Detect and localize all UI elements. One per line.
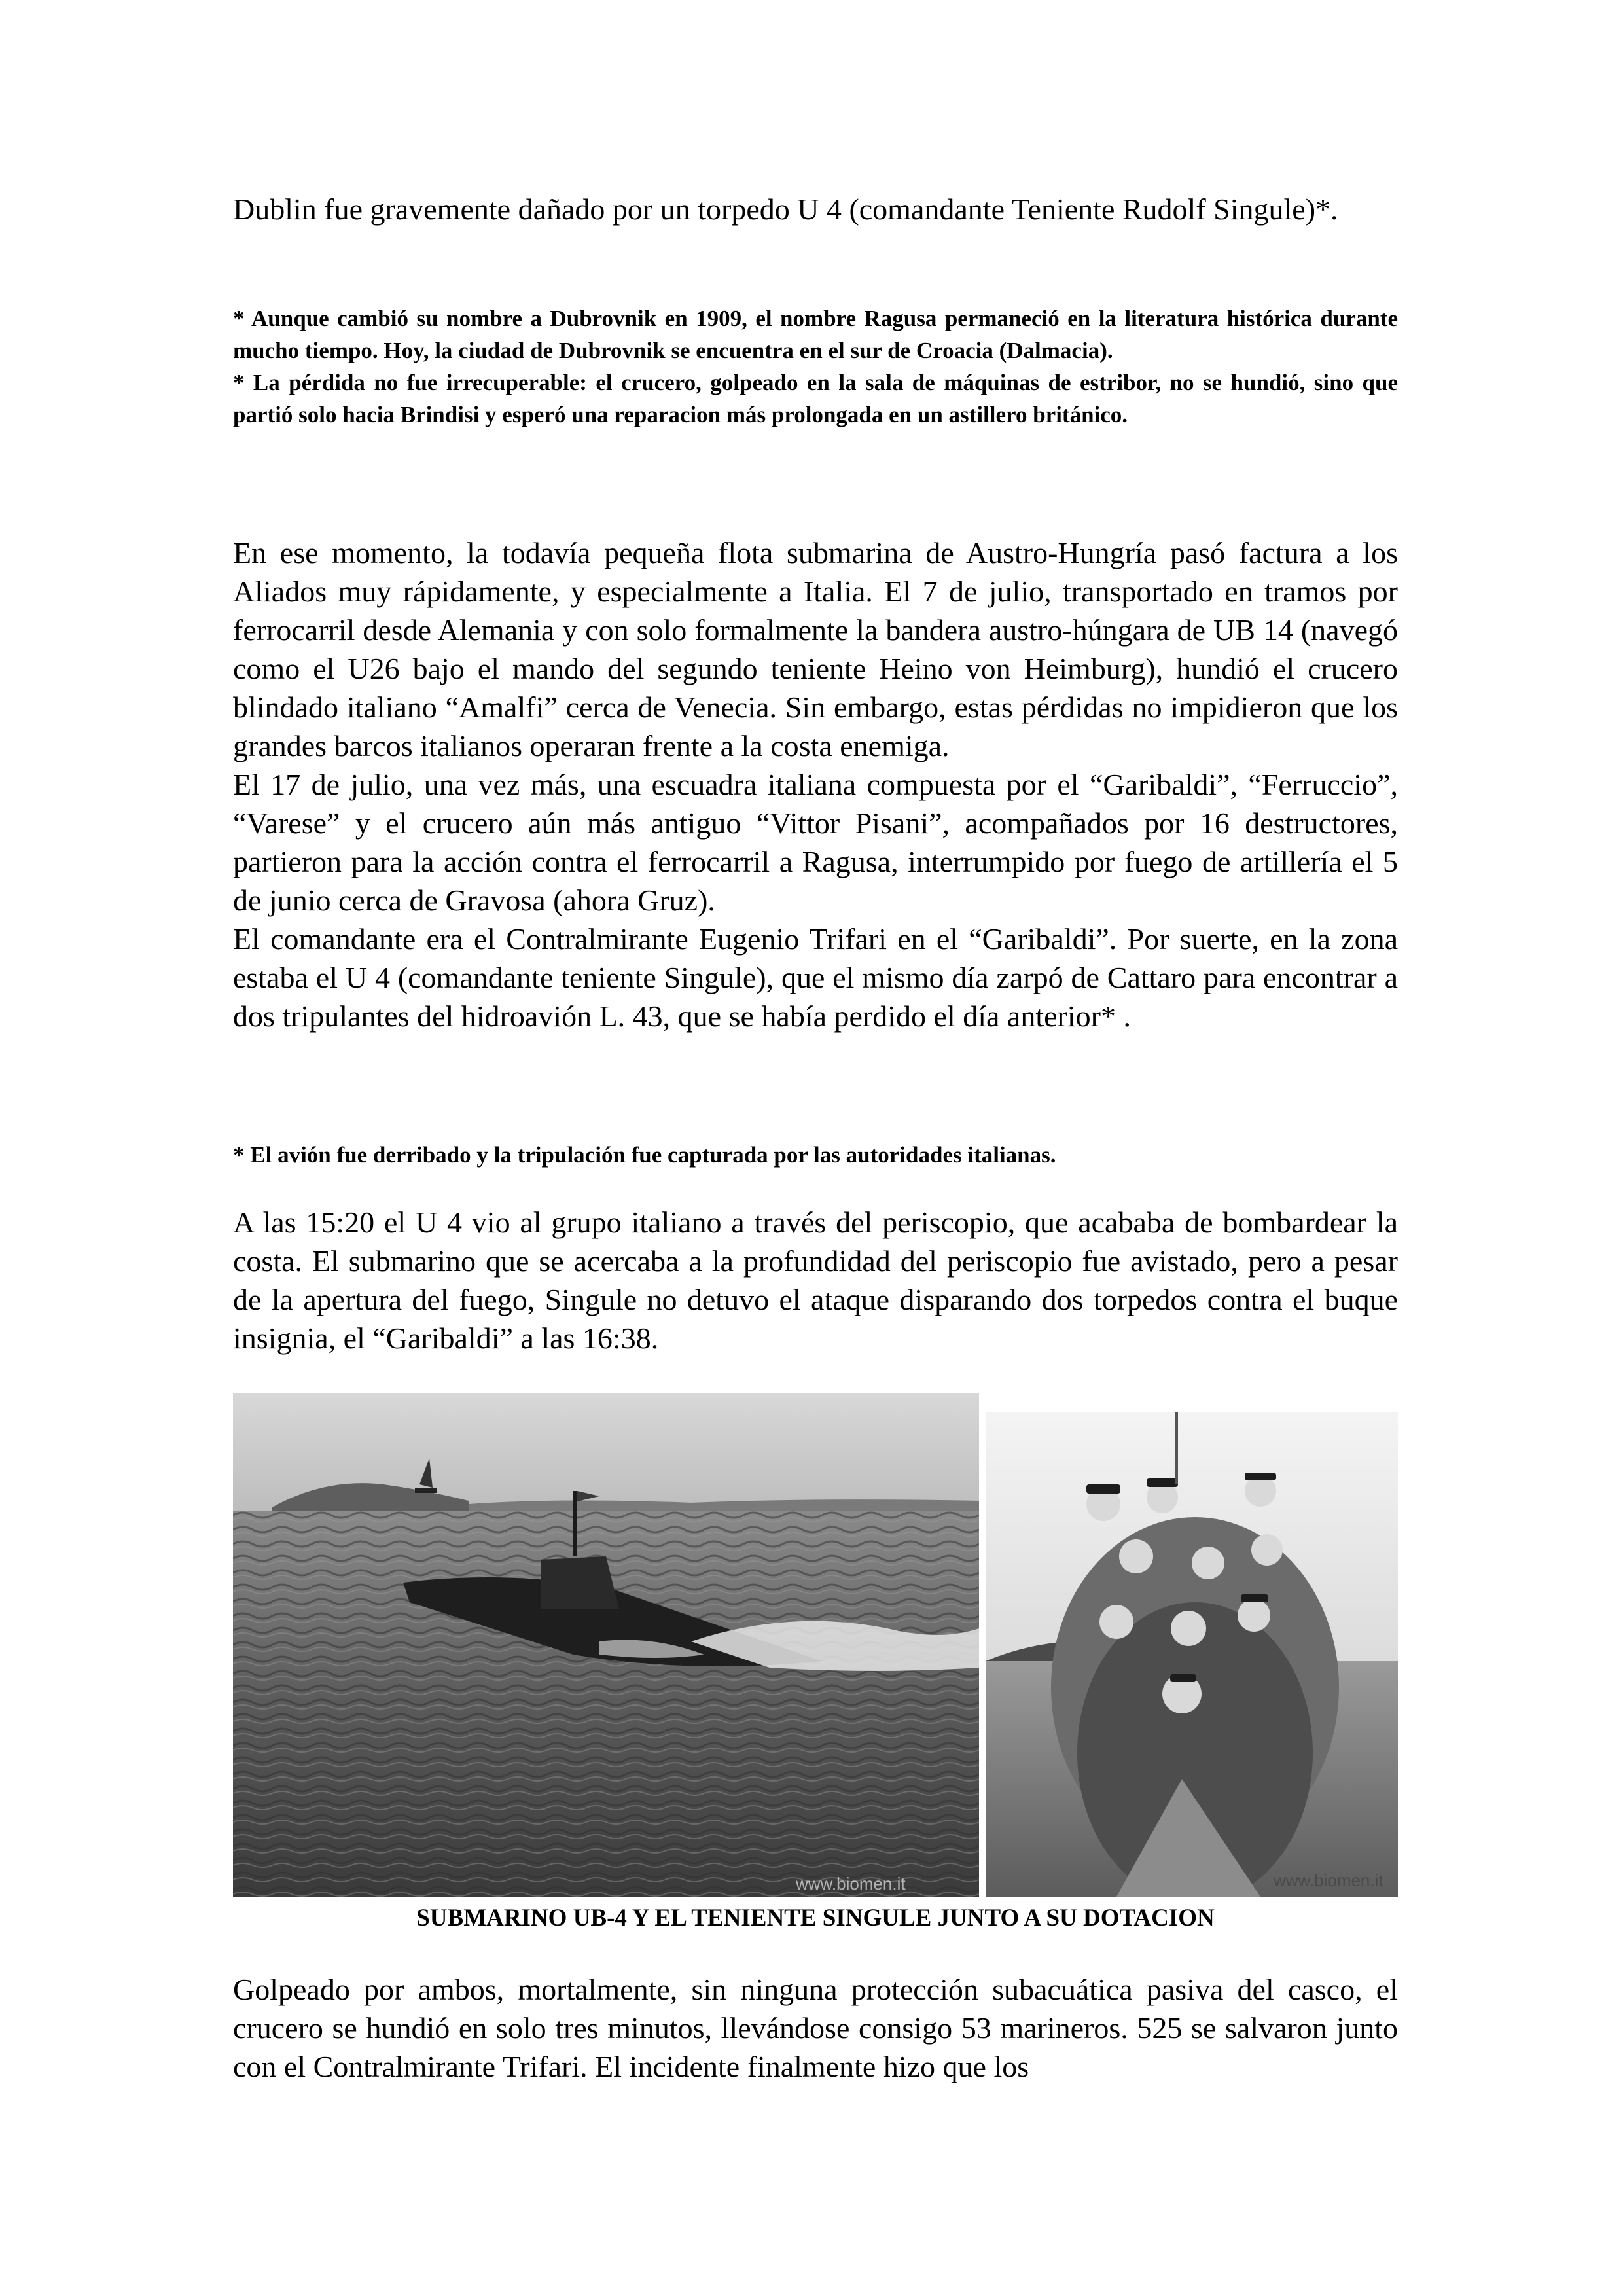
footnote-dubrovnik: * Aunque cambió su nombre a Dubrovnik en 1909, el nombre Ragusa permaneció en la literatura histórica durante mucho tiempo. Hoy, la ciudad de Dubrovnik se encuentra en el sur de Croacia (Dalmacia). (233, 306, 1398, 363)
footnote-avion: * El avión fue derribado y la tripulación fue capturada por las autoridades italianas. (233, 1142, 1056, 1168)
photo-figure (233, 1393, 1398, 1897)
paragraph-hundimiento: Golpeado por ambos, mortalmente, sin ninguna protección subacuática pasiva del casco, el crucero se hundió en solo tres minutos, llevándose consigo 53 marineros. 525 se salvaron junto con el Contralmirante Trifari. El incidente finalmente hizo que los (233, 1973, 1398, 2083)
paragraph-escuadra: El 17 de julio, una vez más, una escuadra italiana compuesta por el “Garibaldi”, “Ferruccio”, “Varese” y el crucero aún más antiguo “Vittor Pisani”, acompañados por 16 destructores, partieron para la acción contra el ferrocarril a Ragusa, interrumpido por fuego de artillería el 5 de junio cerca de Gravosa (ahora Gruz). (233, 768, 1398, 917)
footnote-dublin-loss: * La pérdida no fue irrecuperable: el crucero, golpeado en la sala de máquinas de estribor, no se hundió, sino que partió solo hacia Brindisi y esperó una reparacion más prolongada en un astillero británico. (233, 370, 1398, 427)
figure-caption: SUBMARINO UB-4 Y EL TENIENTE SINGULE JUNTO A SU DOTACION (416, 1905, 1215, 1931)
main-text-block (233, 533, 1398, 1035)
paragraph-ataque: A las 15:20 el U 4 vio al grupo italiano a través del periscopio, que acababa de bombardear la costa. El submarino que se acercaba a la profundidad del periscopio fue avistado, pero a pesar de la apertura del fuego, Singule no detuvo el ataque disparando dos torpedos contra el buque insignia, el “Garibaldi” a las 16:38. (233, 1206, 1398, 1355)
submarine-photo (233, 1393, 979, 1897)
paragraph-amalfi: En ese momento, la todavía pequeña flota submarina de Austro-Hungría pasó factura a los Aliados muy rápidamente, y especialmente a Italia. El 7 de julio, transportado en tramos por ferrocarril desde Alemania y con solo formalmente la bandera austro-húngara de UB 14 (navegó como el U26 bajo el mando del segundo teniente Heino von Heimburg), hundió el crucero blindado italiano “Amalfi” cerca de Venecia. Sin embargo, estas pérdidas no impidieron que los grandes barcos italianos operaran frente a la costa enemiga. (233, 536, 1398, 762)
crew-photo (986, 1412, 1398, 1897)
paragraph-comandante: El comandante era el Contralmirante Eugenio Trifari en el “Garibaldi”. Por suerte, en la zona estaba el U 4 (comandante teniente Singule), que el mismo día zarpó de Cattaro para encontrar a dos tripulantes del hidroavión L. 43, que se había perdido el día anterior* . (233, 922, 1398, 1033)
paragraph-dublin: Dublin fue gravemente dañado por un torpedo U 4 (comandante Teniente Rudolf Singule)*. (233, 192, 1338, 226)
watermark-left: www.biomen.it (796, 1874, 906, 1893)
watermark-right: www.biomen.it (1274, 1871, 1383, 1890)
footnotes-block (233, 302, 1398, 431)
